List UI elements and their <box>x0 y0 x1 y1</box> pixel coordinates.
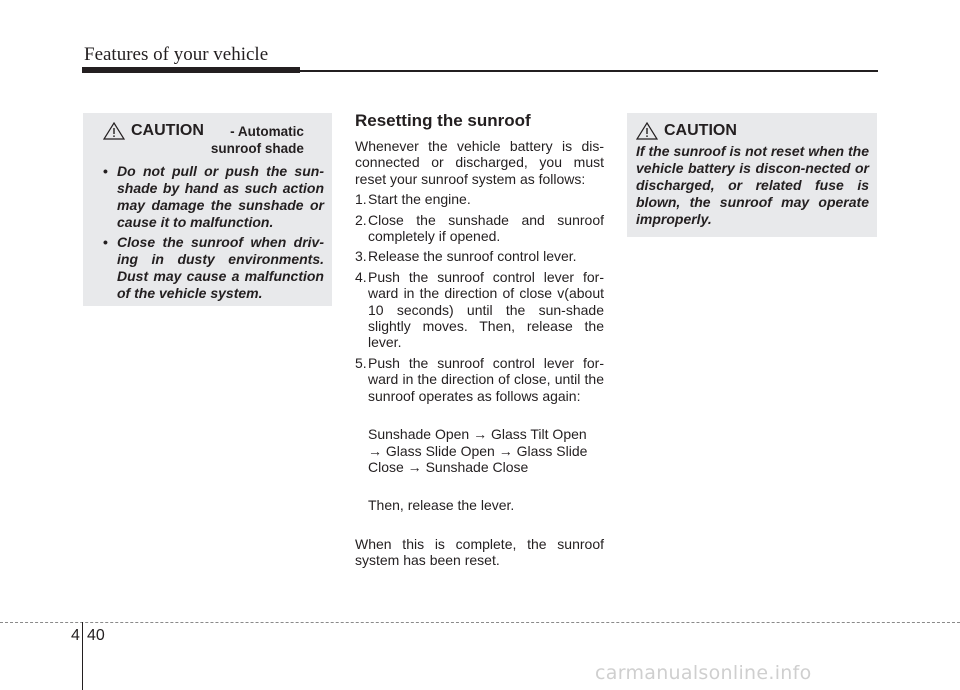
caution-box-reset <box>627 113 877 237</box>
step-item <box>355 212 604 245</box>
step-number: 5. <box>355 354 367 371</box>
step-item <box>355 191 604 207</box>
step-item <box>355 355 604 404</box>
step-number: 4. <box>355 268 367 285</box>
step-text: Start the engine. <box>368 191 471 208</box>
watermark: carmanualsonline.info <box>595 662 812 684</box>
step-item <box>355 269 604 351</box>
step-text: Close the sunshade and sunroof completely if opened. <box>368 211 604 245</box>
caution-text: If the sunroof is not reset when the vehicle battery is discon-nected or discharged, or related fuse is blown, the sunroof may operate improperly. <box>636 143 869 227</box>
release-instruction: Then, release the lever. <box>368 497 515 514</box>
caution-item: • Do not pull or push the sun-shade by hand as such action may damage the sunshade or cause it to malfunction. <box>101 163 324 231</box>
section-title: Resetting the sunroof <box>355 111 531 130</box>
chapter-number: 4 <box>71 627 80 644</box>
caution-label: CAUTION <box>664 122 737 139</box>
caution-label: CAUTION <box>131 122 204 139</box>
caution-header <box>103 121 324 157</box>
step-number: 1. <box>355 191 367 208</box>
footer-divider <box>82 622 83 690</box>
step-text: Release the sunroof control lever. <box>368 248 577 265</box>
page-header-title: Features of your vehicle <box>84 44 269 65</box>
intro-paragraph: Whenever the vehicle battery is dis-connected or discharged, you must reset your sunroof system as follows: <box>355 138 604 187</box>
header-rule-thick <box>82 67 300 73</box>
step-number: 3. <box>355 248 367 265</box>
step-text: Push the sunroof control lever for-ward in the direction of close, until the sunroof operates as follows again: <box>368 354 604 404</box>
step-text: Push the sunroof control lever for-ward in the direction of close v(about 10 seconds) until the sun-shade slightly moves. Then, release the lever. <box>368 268 604 351</box>
main-column <box>355 111 604 569</box>
page-number: 40 <box>87 627 105 644</box>
warning-triangle-icon <box>636 122 658 140</box>
step-number: 2. <box>355 211 367 228</box>
caution-box-sunroof-shade <box>83 113 332 306</box>
caution-header <box>636 121 869 140</box>
caution-list <box>101 163 324 302</box>
caution-item: • Close the sunroof when driv-ing in dusty environments. Dust may cause a malfunction of the vehicle system. <box>101 234 324 302</box>
caution-subtitle: - Automatic sunroof shade <box>210 124 304 156</box>
header-rule-thin <box>300 70 878 72</box>
footer-rule <box>0 622 960 623</box>
operation-sequence: Sunshade Open → Glass Tilt Open → Glass Slide Open → Glass Slide Close → Sunshade Close <box>368 426 588 475</box>
reset-steps-list <box>355 191 604 404</box>
closing-paragraph: When this is complete, the sunroof system has been reset. <box>355 535 604 569</box>
warning-triangle-icon <box>103 122 125 140</box>
step-item <box>355 248 604 264</box>
